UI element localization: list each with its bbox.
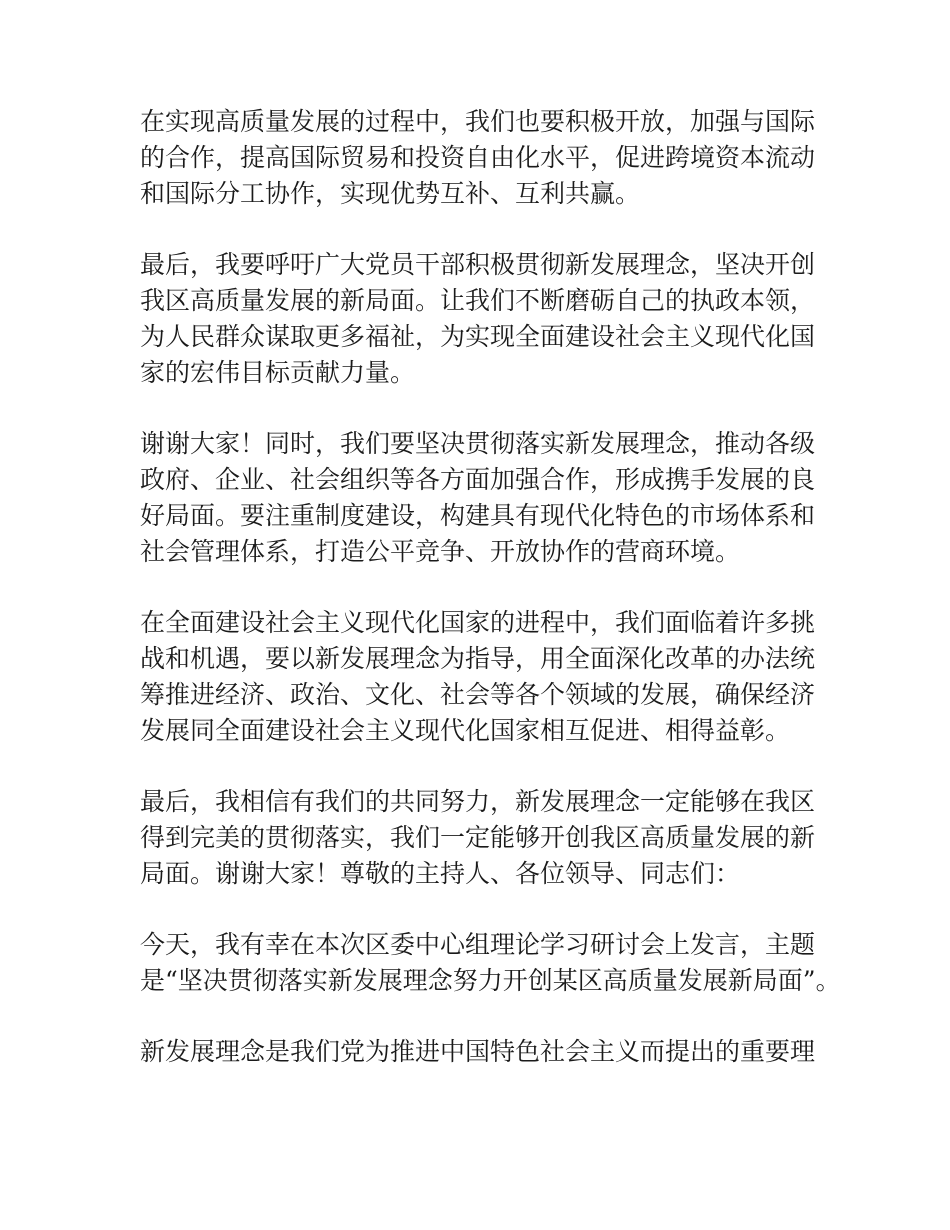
text-line: 今天，我有幸在本次区委中心组理论学习研讨会上发言，主题	[140, 930, 816, 959]
text-line: 新发展理念是我们党为推进中国特色社会主义而提出的重要理	[140, 1037, 816, 1066]
paragraph	[140, 247, 820, 391]
text-line: 为人民群众谋取更多福祉，为实现全面建设社会主义现代化国	[140, 322, 816, 351]
text-line: 在全面建设社会主义现代化国家的进程中，我们面临着许多挑	[140, 608, 816, 637]
text-line: 家的宏伟目标贡献力量。	[140, 358, 416, 387]
text-line: 局面。谢谢大家！尊敬的主持人、各位领导、同志们：	[140, 859, 741, 888]
text-line: 发展同全面建设社会主义现代化国家相互促进、相得益彰。	[140, 716, 791, 745]
text-line: 的合作，提高国际贸易和投资自由化水平，促进跨境资本流动	[140, 143, 816, 172]
paragraph	[140, 605, 820, 749]
paragraph	[140, 426, 820, 570]
text-line: 最后，我相信有我们的共同努力，新发展理念一定能够在我区	[140, 787, 816, 816]
text-line: 社会管理体系，打造公平竞争、开放协作的营商环境。	[140, 537, 741, 566]
text-line: 战和机遇，要以新发展理念为指导，用全面深化改革的办法统	[140, 644, 816, 673]
text-line: 谢谢大家！同时，我们要坚决贯彻落实新发展理念，推动各级	[140, 429, 816, 458]
text-line: 最后，我要呼吁广大党员干部积极贯彻新发展理念，坚决开创	[140, 250, 816, 279]
text-line: 得到完美的贯彻落实，我们一定能够开创我区高质量发展的新	[140, 823, 816, 852]
text-line: 好局面。要注重制度建设，构建具有现代化特色的市场体系和	[140, 501, 816, 530]
text-line: 在实现高质量发展的过程中，我们也要积极开放，加强与国际	[140, 107, 816, 136]
document-body	[140, 104, 841, 1105]
paragraph	[140, 927, 841, 999]
text-line: 是“坚决贯彻落实新发展理念努力开创某区高质量发展新局面”。	[140, 966, 841, 995]
paragraph	[140, 784, 820, 892]
paragraph	[140, 104, 820, 212]
text-line: 政府、企业、社会组织等各方面加强合作，形成携手发展的良	[140, 465, 816, 494]
text-line: 和国际分工协作，实现优势互补、互利共赢。	[140, 179, 641, 208]
paragraph	[140, 1034, 820, 1070]
text-line: 我区高质量发展的新局面。让我们不断磨砺自己的执政本领，	[140, 286, 816, 315]
text-line: 筹推进经济、政治、文化、社会等各个领域的发展，确保经济	[140, 680, 816, 709]
